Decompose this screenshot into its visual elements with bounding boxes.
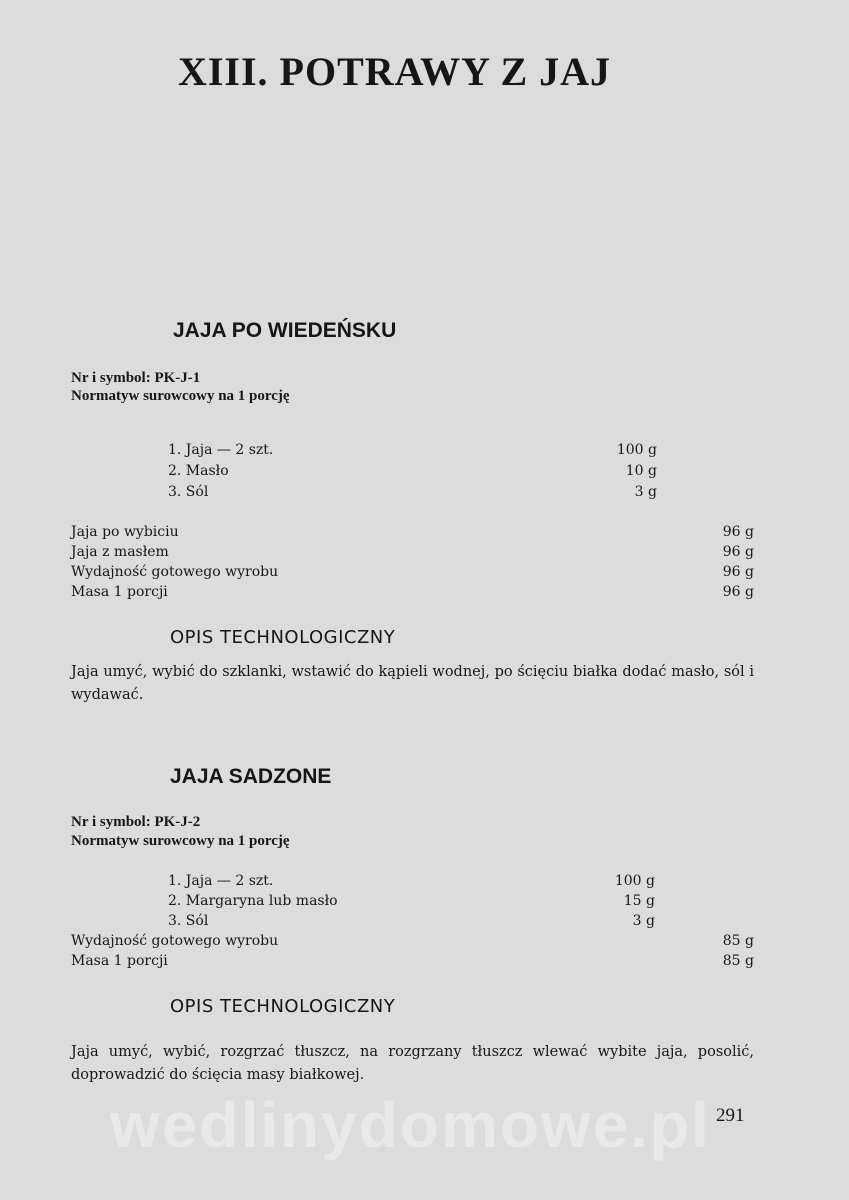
ingredient-label: 1. Jaja — 2 szt. (168, 873, 274, 889)
yield-label: Wydajność gotowego wyrobu (71, 564, 279, 580)
recipe-norm: Normatyw surowcowy na 1 porcję (71, 388, 290, 404)
yield-amount: 85 g (722, 953, 754, 969)
opis-text: Jaja umyć, wybić do szklanki, wstawić do kąpieli wodnej, po ścięciu białka dodać masło, sól i wydawać. (71, 664, 754, 703)
yield-row (71, 582, 754, 603)
yield-row (71, 542, 754, 563)
yield-row (71, 931, 754, 952)
watermark: wedlinydomowe.pl (110, 1089, 711, 1161)
ingredient-label: 1. Jaja — 2 szt. (168, 442, 274, 458)
yield-row (71, 522, 754, 543)
ingredient-amount: 3 g (634, 484, 657, 500)
ingredient-label: 2. Masło (168, 463, 229, 479)
ingredient-row (168, 461, 657, 482)
recipe-title: JAJA PO WIEDEŃSKU (173, 319, 397, 342)
yield-label: Jaja po wybiciu (71, 524, 179, 540)
ingredient-row (168, 440, 657, 461)
ingredient-amount: 100 g (614, 873, 655, 889)
yield-row (71, 951, 754, 972)
ingredient-row (168, 871, 655, 892)
ingredient-label: 2. Margaryna lub masło (168, 893, 338, 909)
yield-amount: 85 g (722, 933, 754, 949)
ingredient-label: 3. Sól (168, 484, 209, 500)
ingredient-amount: 100 g (616, 442, 657, 458)
yield-amount: 96 g (722, 544, 754, 560)
opis-heading: OPIS TECHNOLOGICZNY (170, 996, 396, 1017)
ingredient-amount: 3 g (632, 913, 655, 929)
recipe-norm: Normatyw surowcowy na 1 porcję (71, 833, 290, 849)
yield-amount: 96 g (722, 564, 754, 580)
yield-label: Wydajność gotowego wyrobu (71, 933, 279, 949)
ingredient-amount: 10 g (625, 463, 657, 479)
yield-amount: 96 g (722, 524, 754, 540)
yield-label: Masa 1 porcji (71, 584, 168, 600)
ingredient-row (168, 911, 655, 932)
chapter-title: XIII. POTRAWY Z JAJ (177, 49, 612, 94)
recipe-symbol: Nr i symbol: PK-J-2 (71, 814, 201, 830)
yield-amount: 96 g (722, 584, 754, 600)
recipe-symbol: Nr i symbol: PK-J-1 (71, 370, 201, 386)
opis-heading: OPIS TECHNOLOGICZNY (170, 627, 396, 648)
yield-label: Jaja z masłem (71, 544, 169, 560)
ingredient-row (168, 891, 655, 912)
ingredient-label: 3. Sól (168, 913, 209, 929)
recipe-title: JAJA SADZONE (170, 765, 332, 788)
page-number: 291 (716, 1105, 745, 1126)
yield-label: Masa 1 porcji (71, 953, 168, 969)
ingredient-amount: 15 g (623, 893, 655, 909)
yield-row (71, 562, 754, 583)
opis-text: Jaja umyć, wybić, rozgrzać tłuszcz, na rozgrzany tłuszcz wlewać wybite jaja, posolić, doprowadzić do ścięcia masy białkowej. (71, 1044, 754, 1083)
ingredient-row (168, 482, 657, 503)
